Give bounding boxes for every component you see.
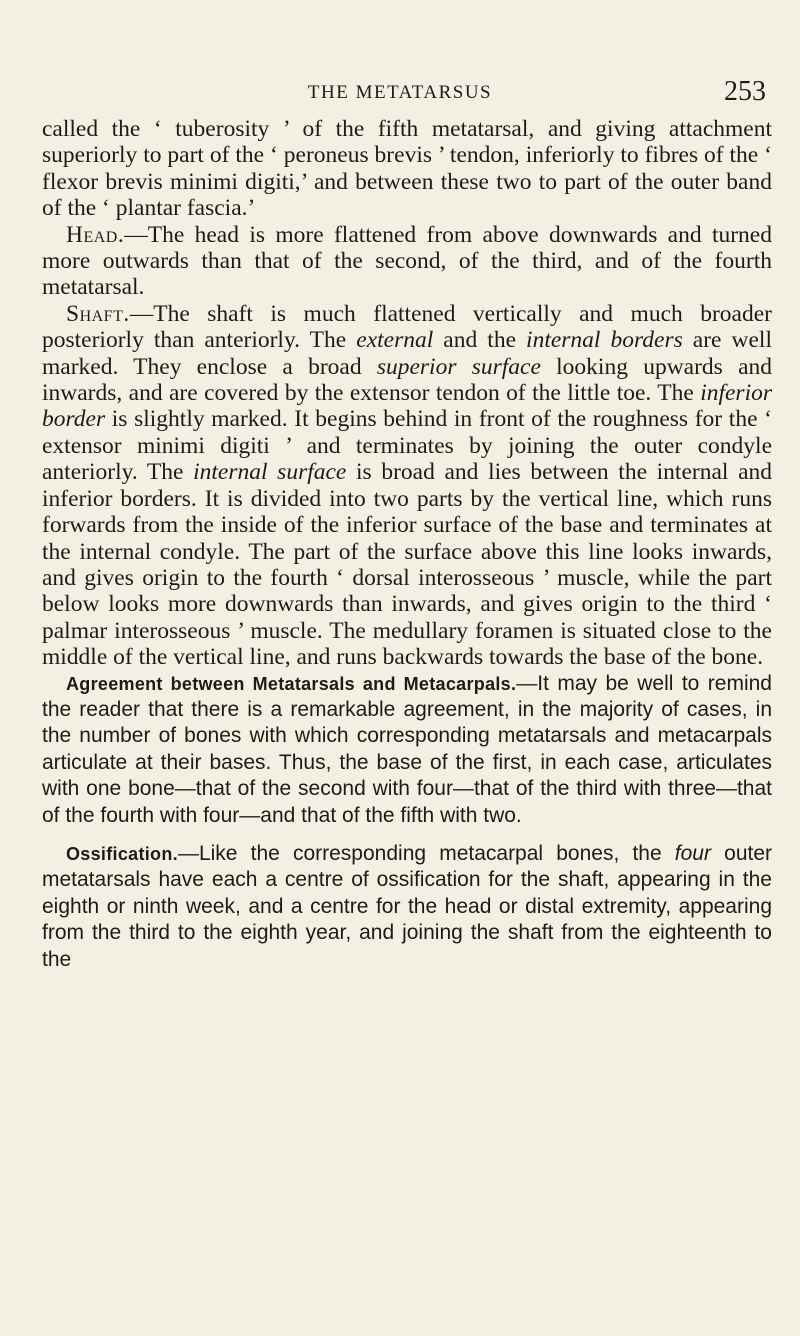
section-label-head: Head. <box>66 221 125 248</box>
section-label-agreement: Agreement between Metatarsals and Metacarpals. <box>66 673 517 694</box>
paragraph-agreement <box>42 671 772 829</box>
head-text: —The head is more flattened from above downwards and turned more outwards than that of the second, of the third, and of the fourth metatarsal. <box>42 221 772 301</box>
ossification-term-four: four <box>674 841 711 865</box>
shaft-term-internal-borders: internal borders <box>526 327 683 354</box>
ossification-text-1: —Like the corresponding metacarpal bones, the <box>177 841 675 865</box>
shaft-text-1: —The shaft is much flattened vertically and much broader posteriorly than anteriorly. The <box>42 300 772 354</box>
shaft-term-external: external <box>356 327 434 354</box>
shaft-term-inferior-border: inferior border <box>42 380 772 433</box>
paragraph-spacer <box>42 829 772 841</box>
body-text <box>42 116 772 973</box>
paragraph-head <box>42 222 772 301</box>
shaft-text-3: are well marked. They enclose a broad <box>42 327 772 380</box>
running-head <box>0 76 800 107</box>
running-title: THE METATARSUS <box>307 82 493 103</box>
section-label-shaft: Shaft. <box>66 300 130 327</box>
shaft-text-6: is broad and lies between the internal and inferior borders. It is divided into two parts by the vertical line, which runs forwards from the inside of the inferior surface of the base and terminates at the internal condyle. The part of the surface above this line looks inwards, and gives origin to the fourth ‘ dorsal interosseous ’ muscle, while the part below looks more downwards than inwards, and gives origin to the third ‘ palmar interosseous ’ muscle. The medullary foramen is situated close to the middle of the vertical line, and runs backwards towards the base of the bone. <box>42 459 773 671</box>
shaft-term-superior-surface: superior surface <box>376 353 541 380</box>
shaft-text-4: looking upwards and inwards, and are covered by the extensor tendon of the little toe. The <box>42 353 772 407</box>
paragraph-shaft <box>42 301 772 671</box>
shaft-text-5: is slightly marked. It begins behind in front of the roughness for the ‘ extensor minimi digiti ’ and terminates by joining the outer condyle anteriorly. The <box>42 406 772 486</box>
paragraph-tuberosity: called the ‘ tuberosity ’ of the fifth metatarsal, and giving attachment superiorly to part of the ‘ peroneus brevis ’ tendon, inferiorly to fibres of the ‘ flexor brevis minimi digiti,’ and between these two to part of the outer band of the ‘ plantar fascia.’ <box>42 116 772 222</box>
shaft-text-2: and the <box>433 327 527 354</box>
shaft-term-internal-surface: internal surface <box>193 459 347 486</box>
section-label-ossification: Ossification. <box>66 843 178 864</box>
page-number: 253 <box>724 76 766 107</box>
ossification-text-2: outer metatarsals have each a centre of ossification for the shaft, appearing in the eighth or ninth week, and a centre for the head or distal extremity, appearing from the third to the eighth year, and joining the shaft from the eighteenth to the <box>42 841 773 971</box>
paragraph-ossification <box>42 841 772 973</box>
agreement-text: —It may be well to remind the reader that there is a remarkable agreement, in the majority of cases, in the number of bones with which corresponding metatarsals and metacarpals articulate at their bases. Thus, the base of the first, in each case, articulates with one bone—that of the second with four—that of the third with three—that of the fourth with four—and that of the fifth with two. <box>42 671 772 827</box>
